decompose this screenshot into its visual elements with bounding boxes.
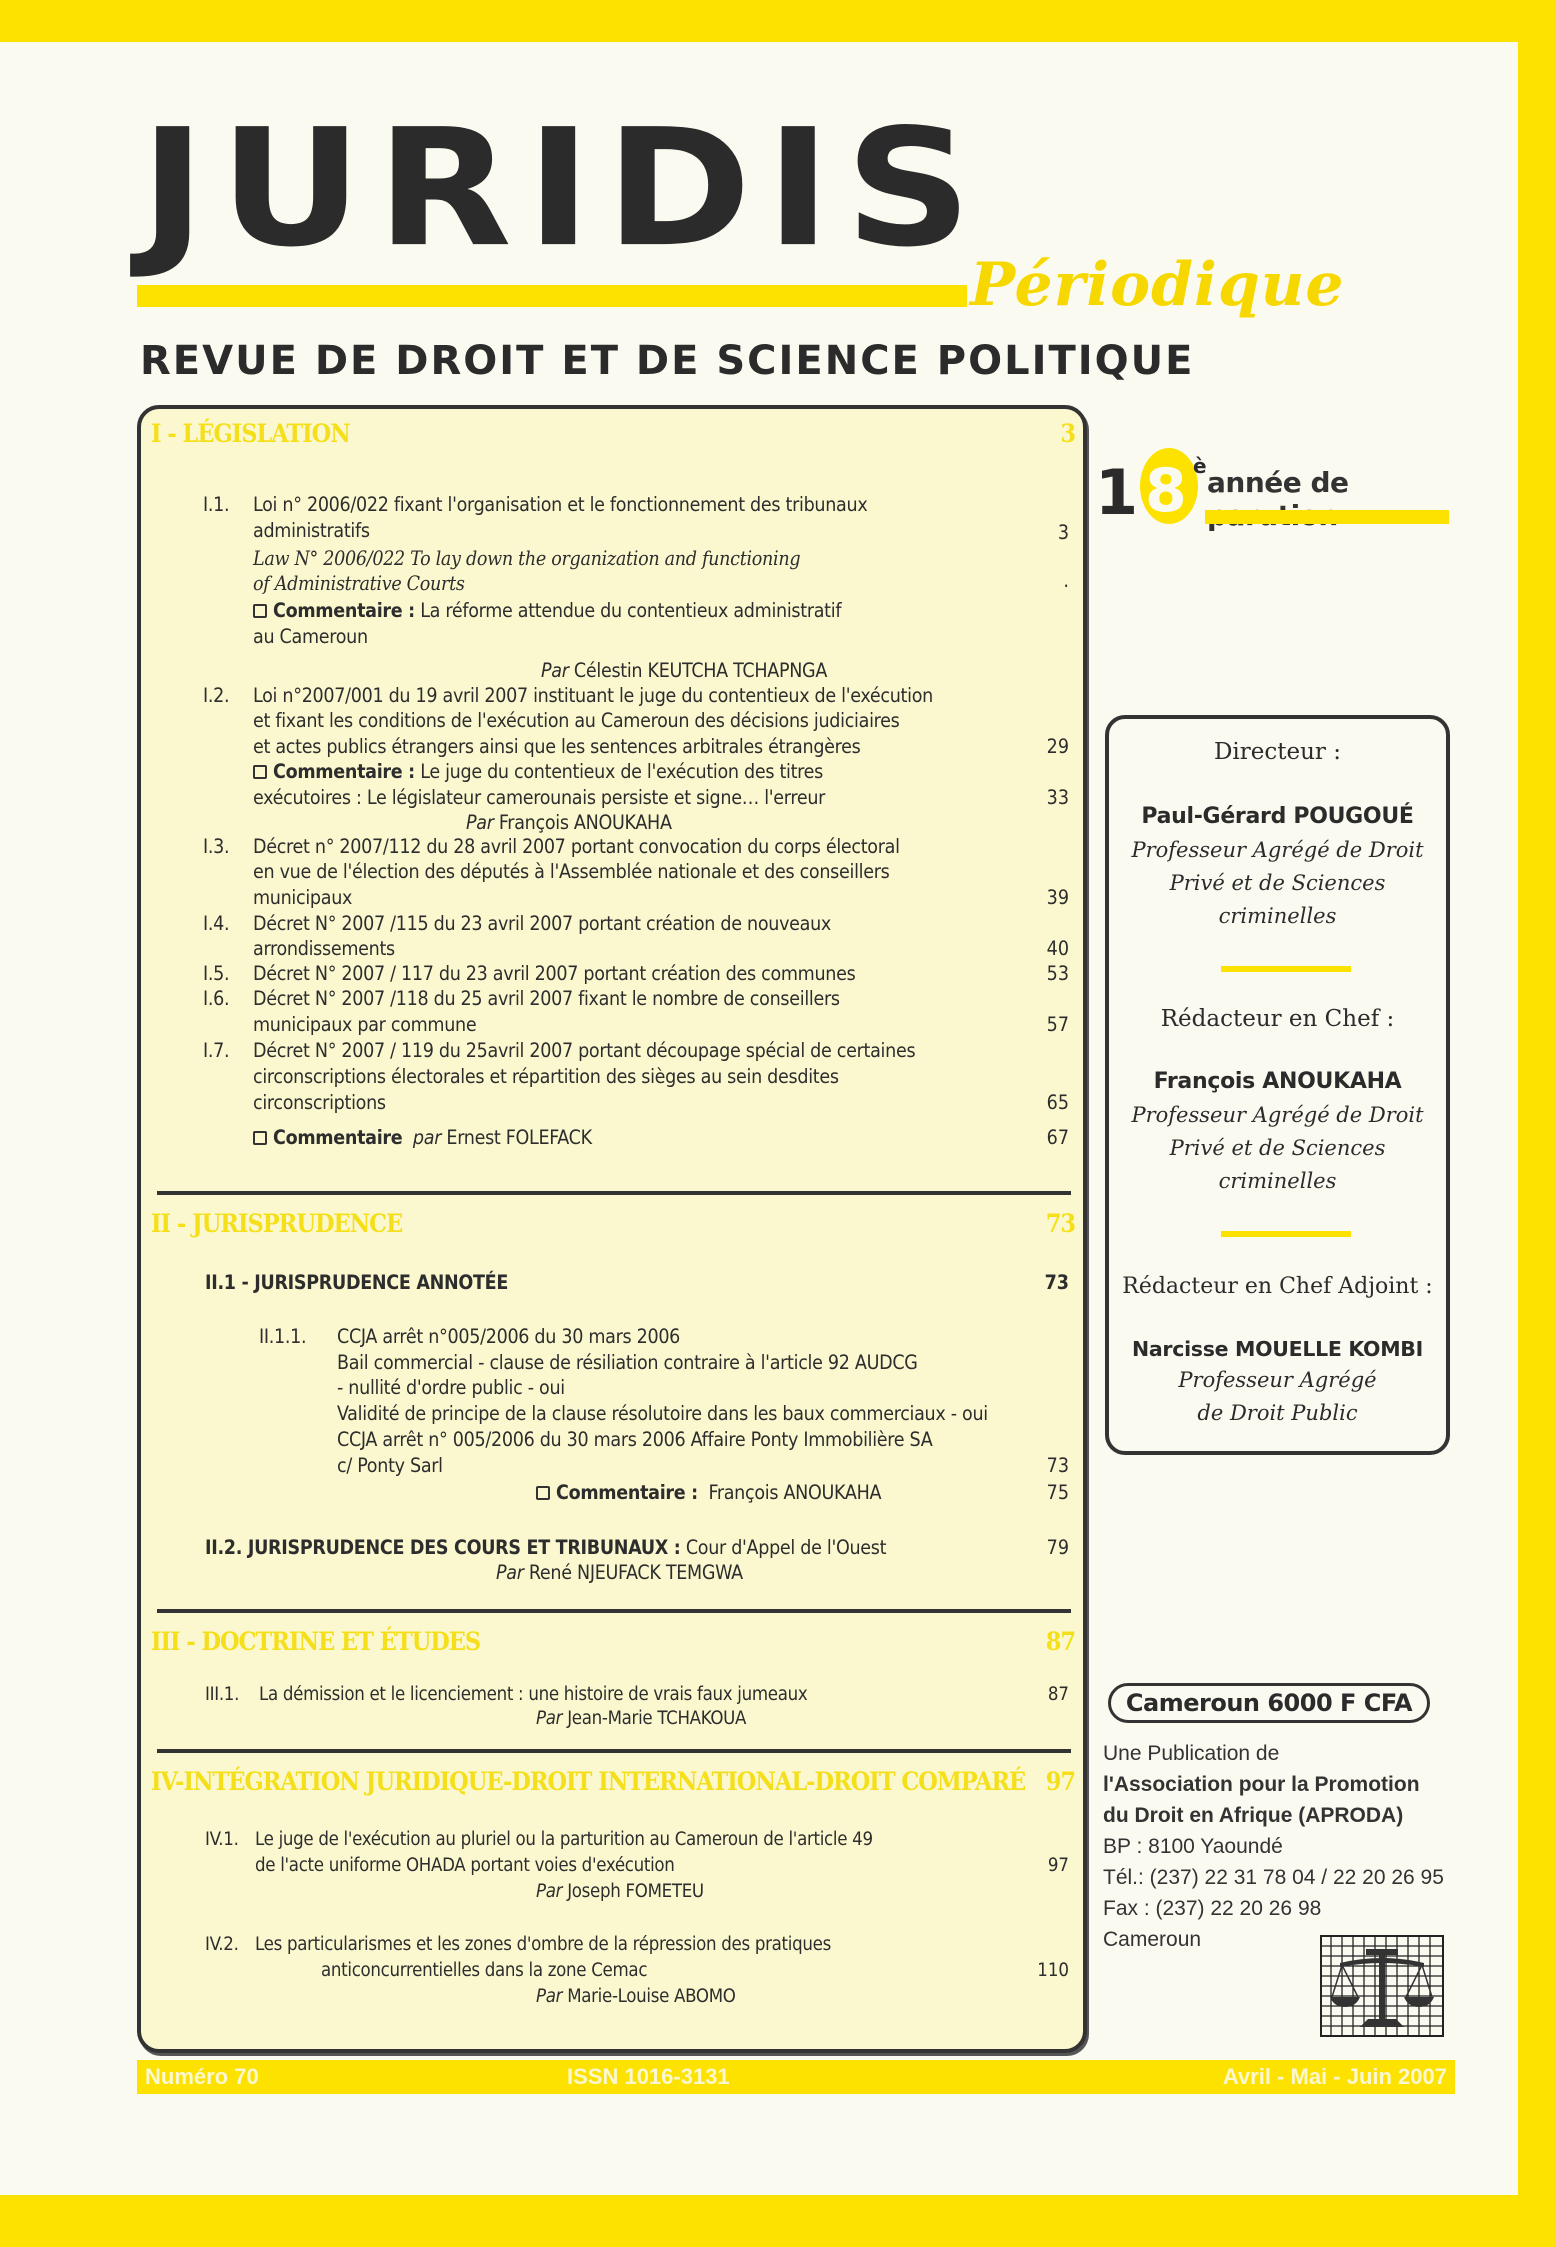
comment-label: Commentaire [273, 1126, 403, 1149]
author-name: Joseph FOMETEU [567, 1881, 704, 1902]
logo-underline-bar [137, 285, 967, 307]
entry-number: I.1. [203, 493, 230, 516]
editorial-board [1105, 715, 1450, 1455]
entry-text: La démission et le licenciement : une histoire de vrais faux jumeaux [259, 1684, 808, 1705]
entry-number: IV.2. [205, 1934, 239, 1955]
comment-text: La réforme attendue du contentieux administratif [420, 599, 842, 622]
entry-number: III.1. [205, 1684, 240, 1705]
entry-number: IV.1. [205, 1829, 239, 1850]
entry-page: 65 [1046, 1091, 1069, 1114]
entry-number: I.3. [203, 835, 230, 858]
publisher-intro: Une Publication de [1103, 1742, 1280, 1765]
anniversary-digit-one: 1 [1095, 456, 1139, 529]
entry-text: CCJA arrêt n°005/2006 du 30 mars 2006 [337, 1325, 681, 1348]
anniversary-underline-bar [1205, 510, 1449, 524]
section-divider [157, 1749, 1071, 1753]
entry-text: Les particularismes et les zones d'ombre de la répression des pratiques [255, 1934, 831, 1955]
entry-number: I.2. [203, 684, 230, 707]
entry-text: arrondissements [253, 937, 395, 960]
comment-line [253, 599, 841, 622]
issue-number: Numéro 70 [145, 2064, 259, 2089]
entry-text: de l'acte uniforme OHADA portant voies d'exécution [255, 1855, 675, 1876]
anniversary-superscript: è [1193, 454, 1207, 478]
entry-text: Bail commercial - clause de résiliation contraire à l'article 92 AUDCG [337, 1351, 918, 1374]
entry-number: II.1.1. [259, 1325, 307, 1348]
entry-text: et fixant les conditions de l'exécution au Cameroun des décisions judiciaires [253, 709, 900, 732]
entry-page: 57 [1046, 1013, 1069, 1036]
comment-text: au Cameroun [253, 625, 368, 648]
price-badge: Cameroun 6000 F CFA [1108, 1683, 1430, 1723]
checkbox-icon [536, 1486, 550, 1500]
entry-text: municipaux [253, 886, 353, 909]
section-title: III - DOCTRINE ET ÉTUDES [151, 1627, 481, 1656]
desc-line: criminelles [1218, 904, 1337, 928]
divider-bar [1221, 966, 1351, 972]
publisher-po-box: BP : 8100 Yaoundé [1103, 1835, 1283, 1858]
desc-line: Professeur Agrégé [1178, 1368, 1377, 1392]
entry-number: I.4. [203, 912, 230, 935]
entry-text: Décret N° 2007 /118 du 25 avril 2007 fixant le nombre de conseillers [253, 987, 840, 1010]
author-line [536, 1708, 746, 1729]
section-heading-integration[interactable] [151, 1767, 1075, 1796]
entry-page: 79 [1046, 1536, 1069, 1559]
director-role: Directeur : [1213, 739, 1341, 765]
entry-number: I.6. [203, 987, 230, 1010]
footer-band [137, 2060, 1455, 2094]
editor-name: François ANOUKAHA [1153, 1069, 1402, 1094]
author-name: François ANOUKAHA [498, 811, 672, 834]
author-name: François ANOUKAHA [708, 1481, 882, 1504]
author-line [466, 811, 672, 834]
entry-text: et actes publics étrangers ainsi que les sentences arbitrales étrangères [253, 735, 861, 758]
par-label: Par [496, 1561, 524, 1584]
section-divider [157, 1609, 1071, 1613]
entry-text: Loi n° 2006/022 fixant l'organisation et le fonctionnement des tribunaux [253, 493, 868, 516]
comment-line [253, 760, 823, 783]
author-name: Jean-Marie TCHAKOUA [567, 1708, 747, 1729]
author-line [541, 659, 827, 682]
section-heading-legislation[interactable] [151, 419, 1075, 448]
issn: ISSN 1016-3131 [567, 2064, 730, 2089]
section-title: II - JURISPRUDENCE [151, 1209, 403, 1238]
entry-page: 29 [1046, 735, 1069, 758]
entry-page: 53 [1046, 962, 1069, 985]
author-name: Ernest FOLEFACK [446, 1126, 592, 1149]
entry-text: municipaux par commune [253, 1013, 477, 1036]
journal-logo: JURIDIS [140, 94, 986, 283]
entry-text: Décret N° 2007 /115 du 23 avril 2007 portant création de nouveaux [253, 912, 832, 935]
par-label: Par [541, 659, 569, 682]
entry-text: Décret N° 2007 / 117 du 23 avril 2007 portant création des communes [253, 962, 856, 985]
table-of-contents [137, 405, 1087, 2053]
director-name: Paul-Gérard POUGOUÉ [1141, 804, 1414, 829]
entry-text: administratifs [253, 519, 370, 542]
checkbox-icon [253, 765, 267, 779]
desc-line: Privé et de Sciences [1169, 1136, 1386, 1160]
section-title: I - LÉGISLATION [151, 419, 350, 448]
entry-english-title: Law N° 2006/022 To lay down the organization and functioning [253, 547, 801, 570]
desc-line: criminelles [1218, 1169, 1337, 1193]
section-page: 87 [1045, 1627, 1075, 1656]
author-line [496, 1561, 743, 1584]
section-heading-doctrine[interactable] [151, 1627, 1075, 1656]
section-heading-jurisprudence[interactable] [151, 1209, 1075, 1238]
comment-label: Commentaire : [273, 760, 415, 783]
entry-text: en vue de l'élection des députés à l'Assemblée nationale et des conseillers [253, 860, 890, 883]
desc-line: Professeur Agrégé de Droit [1131, 838, 1424, 862]
entry-page: 40 [1046, 937, 1069, 960]
entry-text [205, 1536, 886, 1559]
author-line [536, 1986, 736, 2007]
director-desc [1109, 834, 1446, 933]
entry-number: I.5. [203, 962, 230, 985]
scales-of-justice-icon [1320, 1935, 1444, 2037]
publisher-phone: Tél.: (237) 22 31 78 04 / 22 20 26 95 [1103, 1866, 1444, 1889]
divider-bar [1221, 1231, 1351, 1237]
subsection-title: II.2. JURISPRUDENCE DES COURS ET TRIBUNAUX : [205, 1536, 681, 1559]
entry-text: Loi n°2007/001 du 19 avril 2007 instituant le juge du contentieux de l'exécution [253, 684, 933, 707]
anniversary-label: année de [1207, 466, 1349, 499]
deputy-role: Rédacteur en Chef Adjoint : [1122, 1274, 1433, 1299]
par-label: par [412, 1126, 442, 1149]
publisher-name: l'Association pour la Promotion [1103, 1773, 1420, 1796]
anniversary-badge [1095, 448, 1465, 538]
comment-line [536, 1481, 881, 1504]
comment-label: Commentaire : [273, 599, 415, 622]
par-label: Par [466, 811, 494, 834]
entry-text: circonscriptions électorales et répartition des sièges au sein desdites [253, 1065, 839, 1088]
section-page: 97 [1045, 1767, 1075, 1796]
editor-role: Rédacteur en Chef : [1160, 1006, 1395, 1032]
anniversary-digit-eight: 8 [1145, 456, 1187, 526]
entry-text: - nullité d'ordre public - oui [337, 1376, 565, 1399]
section-page: 3 [1060, 419, 1075, 448]
par-label: Par [536, 1986, 563, 2007]
publisher-name: du Droit en Afrique (APRODA) [1103, 1804, 1404, 1827]
entry-text: Décret n° 2007/112 du 28 avril 2007 portant convocation du corps électoral [253, 835, 900, 858]
entry-page: 73 [1046, 1454, 1069, 1477]
entry-text: c/ Ponty Sarl [337, 1454, 443, 1477]
entry-english-title: of Administrative Courts [253, 572, 465, 595]
editor-desc [1109, 1099, 1446, 1198]
publisher-info [1103, 1738, 1444, 1955]
entry-text: Décret N° 2007 / 119 du 25avril 2007 portant découpage spécial de certaines [253, 1039, 916, 1062]
desc-line: Professeur Agrégé de Droit [1131, 1103, 1424, 1127]
entry-text: circonscriptions [253, 1091, 386, 1114]
author-name: René NJEUFACK TEMGWA [528, 1561, 743, 1584]
comment-line [253, 1126, 592, 1149]
periodique-label: Périodique [970, 250, 1345, 320]
entry-page: 67 [1046, 1126, 1069, 1149]
deputy-name: Narcisse MOUELLE KOMBI [1132, 1337, 1423, 1361]
section-title: IV-INTÉGRATION JURIDIQUE-DROIT INTERNATIONAL-DROIT COMPARÉ [151, 1767, 1026, 1796]
entry-text: Validité de principe de la clause résolutoire dans les baux commerciaux - oui [337, 1402, 988, 1425]
publisher-country: Cameroun [1103, 1928, 1202, 1951]
entry-page: 97 [1047, 1855, 1069, 1876]
entry-text: CCJA arrêt n° 005/2006 du 30 mars 2006 Affaire Ponty Immobilière SA [337, 1428, 933, 1451]
par-label: Par [536, 1708, 563, 1729]
section-page: 73 [1045, 1209, 1075, 1238]
section-divider [157, 1191, 1071, 1195]
entry-page: 75 [1046, 1481, 1069, 1504]
entry-page: 73 [1044, 1271, 1069, 1294]
desc-line: Privé et de Sciences [1169, 871, 1386, 895]
journal-subtitle: REVUE DE DROIT ET DE SCIENCE POLITIQUE [140, 338, 1195, 384]
desc-line: de Droit Public [1197, 1401, 1358, 1425]
checkbox-icon [253, 604, 267, 618]
entry-page: 33 [1046, 786, 1069, 809]
checkbox-icon [253, 1131, 267, 1145]
author-name: Marie-Louise ABOMO [567, 1986, 736, 2007]
deputy-desc [1109, 1364, 1446, 1430]
subsection-title: II.1 - JURISPRUDENCE ANNOTÉE [205, 1271, 509, 1294]
author-line [536, 1881, 704, 1902]
entry-text: Le juge de l'exécution au pluriel ou la parturition au Cameroun de l'article 49 [255, 1829, 873, 1850]
entry-page: 39 [1046, 886, 1069, 909]
issue-period: Avril - Mai - Juin 2007 [1222, 2064, 1447, 2089]
author-name: Célestin KEUTCHA TCHAPNGA [573, 659, 828, 682]
comment-text: Le juge du contentieux de l'exécution des titres [420, 760, 823, 783]
entry-page: 110 [1037, 1960, 1069, 1981]
comment-text: exécutoires : Le législateur camerounais persiste et signe… l'erreur [253, 786, 826, 809]
entry-page: 3 [1057, 521, 1069, 544]
entry-number: I.7. [203, 1039, 230, 1062]
par-label: Par [536, 1881, 563, 1902]
entry-text: Cour d'Appel de l'Ouest [685, 1536, 887, 1559]
entry-page: 87 [1047, 1684, 1069, 1705]
publisher-fax: Fax : (237) 22 20 26 98 [1103, 1897, 1322, 1920]
entry-text: anticoncurrentielles dans la zone Cemac [321, 1960, 648, 1981]
comment-label: Commentaire : [556, 1481, 698, 1504]
entry-page: . [1063, 569, 1069, 592]
